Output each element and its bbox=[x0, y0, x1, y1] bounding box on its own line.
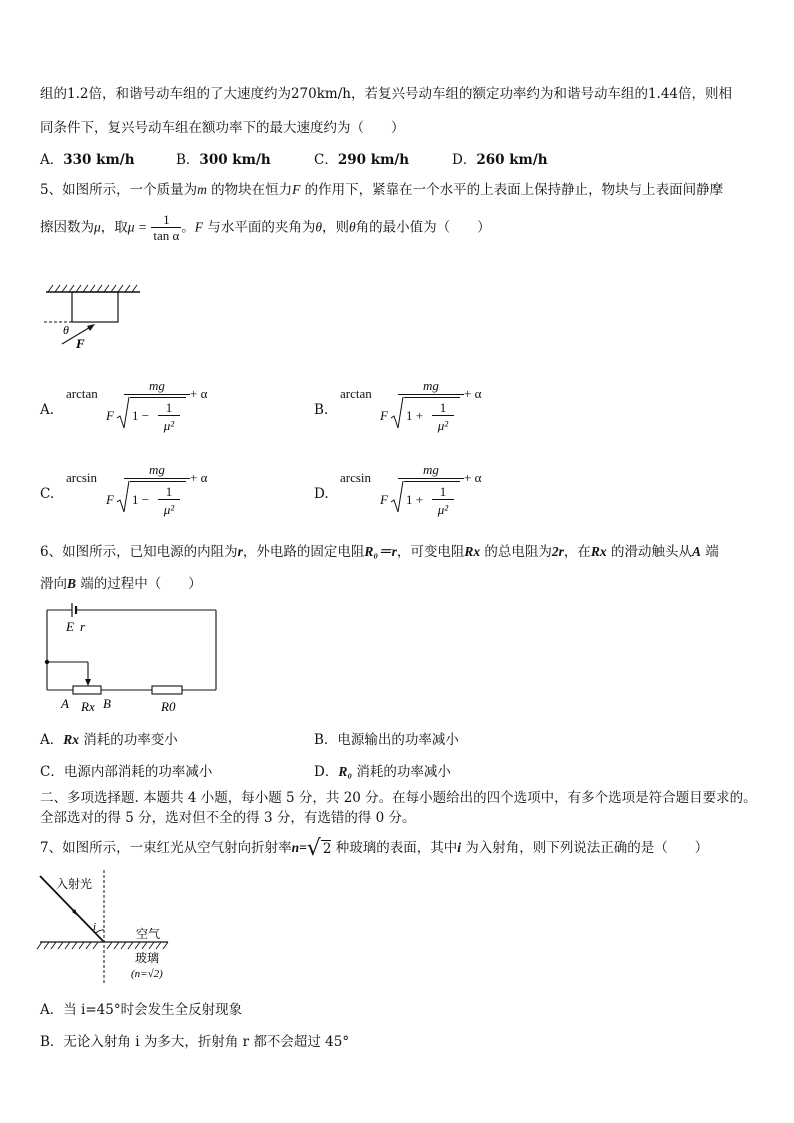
q7-option-a: A．当 i=45°时会发生全反射现象 bbox=[40, 1002, 243, 1018]
q6-fig-rx-label: Rx bbox=[81, 699, 95, 714]
section2-scoring: 全部选对的得 5 分，选对但不全的得 3 分，有选错的得 0 分。 bbox=[40, 810, 416, 826]
q4-line2: 同条件下，复兴号动车组在额功率下的最大速度约为（ ） bbox=[40, 120, 405, 136]
q7-fig-air-label: 空气 bbox=[136, 927, 161, 941]
q6-fig-emf-label: E bbox=[66, 619, 74, 634]
q5-option-d-radical bbox=[390, 480, 404, 514]
q5-mu-fraction: $\frac{1}{\text{tan α}}$ bbox=[153, 212, 180, 243]
q5-line2: 擦因数为μ，取μ = $\frac{1}{\text{tan α}}$ 。F 与水平面的夹角为θ，则θ角的最小值为（ ） bbox=[40, 212, 491, 243]
q5-option-a-radical bbox=[116, 396, 130, 430]
section2-heading: 二、多项选择题. 本题共 4 小题，每小题 5 分，共 20 分。在每小题给出的四个选项中，有多个选项是符合题目要求的。 bbox=[40, 790, 757, 806]
q7-fig-angle-label: i bbox=[93, 921, 97, 933]
q7-option-b: B．无论入射角 i 为多大，折射角 r 都不会超过 45° bbox=[40, 1034, 350, 1050]
q5-fig-force-label: F bbox=[76, 336, 85, 351]
q6-circuit-figure bbox=[40, 598, 225, 716]
q6-fig-end-a: A bbox=[61, 696, 69, 711]
q7-fig-index-label: (n=√2) bbox=[131, 968, 163, 980]
q7-stem: 7、如图所示，一束红光从空气射向折射率n=√ 2 种玻璃的表面，其中i 为入射角，则下列说法正确的是（ ） bbox=[40, 836, 709, 861]
q5-option-b-radical bbox=[390, 396, 404, 430]
q7-fig-glass-label: 玻璃 bbox=[135, 951, 160, 965]
q6-line2: 滑向B 端的过程中（ ） bbox=[40, 576, 202, 592]
q6-option-b: B．电源输出的功率减小 bbox=[314, 732, 459, 748]
q6-option-c: C．电源内部消耗的功率减小 bbox=[40, 764, 213, 780]
q5-line1: 5、如图所示，一个质量为m 的物块在恒力F 的作用下，紧靠在一个水平的上表面上保持静止，物块与上表面间静摩 bbox=[40, 182, 724, 198]
q6-line1: 6、如图所示，已知电源的内阻为r，外电路的固定电阻R₀＝r，可变电阻Rx 的总电阻为2r，在Rx 的滑动触头从A 端 bbox=[40, 544, 719, 560]
q4-option-b: B．300 km/h bbox=[176, 152, 271, 168]
q6-fig-end-b: B bbox=[103, 696, 111, 711]
q4-line1: 组的1.2倍，和谐号动车组的了大速度约为270km/h，若复兴号动车组的额定功率约为和谐号动车组的1.44倍，则相 bbox=[40, 86, 733, 102]
q7-refraction-figure bbox=[36, 866, 186, 988]
q6-option-d: D．R₀ 消耗的功率减小 bbox=[314, 764, 451, 780]
q4-option-d: D．260 km/h bbox=[452, 152, 548, 168]
q6-option-a: A．Rx 消耗的功率变小 bbox=[40, 732, 178, 748]
q4-option-c: C．290 km/h bbox=[314, 152, 410, 168]
q6-fig-r0-label: R0 bbox=[161, 699, 176, 714]
q6-fig-internal-r-label: r bbox=[80, 619, 86, 634]
q4-option-a: A．330 km/h bbox=[40, 152, 135, 168]
q5-fig-theta-label: θ bbox=[63, 323, 69, 337]
q7-fig-incident-label: 入射光 bbox=[56, 877, 93, 891]
q5-block-figure bbox=[40, 282, 150, 352]
q5-option-c-radical bbox=[116, 480, 130, 514]
